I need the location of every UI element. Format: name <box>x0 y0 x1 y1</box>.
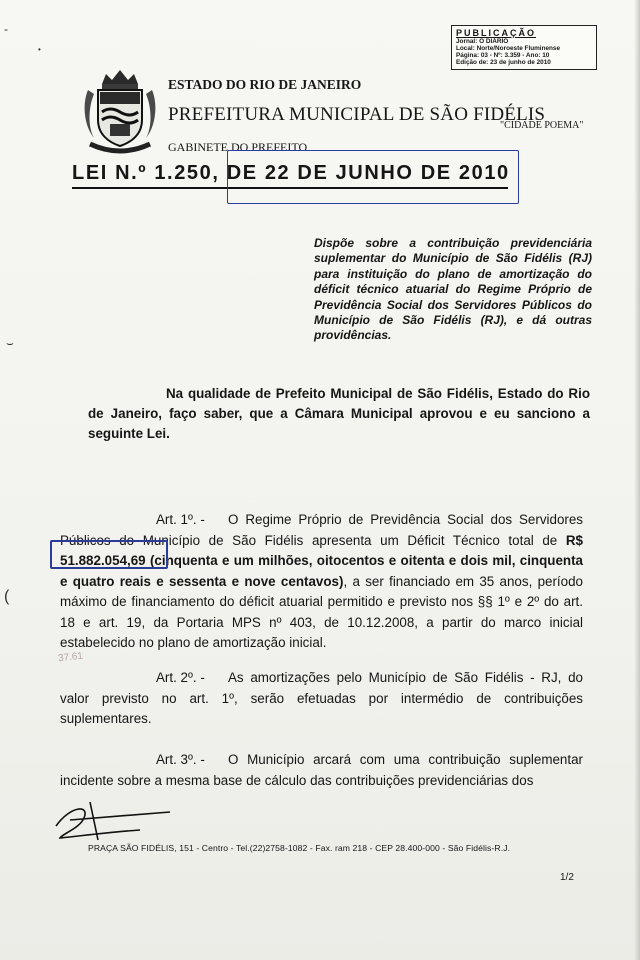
article-2 <box>60 668 583 730</box>
city-motto: "CIDADE POEMA" <box>500 120 584 131</box>
publication-line: Edição de: 23 de junho de 2010 <box>456 59 551 66</box>
article-1-text-end: , a ser financiado em 35 anos, período máximo de financiamento do déficit atuarial permitido e previsto nos §§ 1º e 2º do art. 18 e art. 19, da Portaria MPS nº 403, de 10.12.2008, a partir do marco inicial estabelecido no plano de amortização inicial. <box>60 573 583 650</box>
article-1-label: Art. 1º. - <box>156 512 205 527</box>
article-3 <box>60 750 583 791</box>
state-name: ESTADO DO RIO DE JANEIRO <box>168 77 362 92</box>
law-summary: Dispõe sobre a contribuição previdenciária suplementar do Município de São Fidélis (RJ) para instituição do plano de amortização do déficit técnico atuarial do Regime Próprio de Previdência Social dos Servidores Públicos do Município de São Fidélis (RJ), e dá outras providências. <box>314 236 592 343</box>
publication-line: Jornal: O DIÁRIO <box>456 38 509 45</box>
faded-stamp: 37.61 <box>57 650 84 665</box>
page-number: 1/2 <box>560 872 574 883</box>
margin-mark: - <box>4 22 8 36</box>
article-1-text: O Regime Próprio de Previdência Social dos Servidores Públicos do Município de São Fidélis apresenta um Déficit Técnico total de <box>60 512 583 548</box>
article-1-amount-words: (cinquenta e um milhões, oitocentos e oitenta e dois mil, cinquenta e quatro reais e sessenta e nove centavos) <box>60 553 583 589</box>
amount-highlight-box <box>50 540 168 569</box>
article-1-amount: R$ 51.882.054,69 <box>60 532 583 568</box>
margin-mark: • <box>38 45 41 54</box>
law-title: LEI N.º 1.250, DE 22 DE JUNHO DE 2010 <box>72 162 510 184</box>
office-name: GABINETE DO PREFEITO <box>168 140 308 154</box>
scan-edge <box>634 0 640 960</box>
publication-title: PUBLICAÇÃO <box>456 28 536 38</box>
prefeitura-name: PREFEITURA MUNICIPAL DE SÃO FIDÉLIS <box>168 104 546 125</box>
date-highlight-box <box>227 150 519 204</box>
margin-mark: ( <box>4 588 10 605</box>
publication-line: Página: 03 - Nº: 3.359 - Ano: 10 <box>456 52 550 59</box>
article-2-label: Art. 2º. - <box>156 670 205 685</box>
margin-mark: ⌣ <box>6 336 14 350</box>
publication-line: Local: Norte/Noroeste Fluminense <box>456 45 561 52</box>
article-1 <box>60 510 583 654</box>
article-2-text: As amortizações pelo Município de São Fidélis - RJ, do valor previsto no art. 1º, serão efetuadas por intermédio de contribuições suplementares. <box>60 670 583 726</box>
signature <box>50 796 180 846</box>
publication-box <box>451 25 597 70</box>
footer-address: PRAÇA SÃO FIDÉLIS, 151 - Centro - Tel.(22)2758-1082 - Fax. ram 218 - CEP 28.400-000 - São Fidélis-R.J. <box>88 843 511 853</box>
article-3-label: Art. 3º. - <box>156 752 205 767</box>
article-3-text: O Município arcará com uma contribuição suplementar incidente sobre a mesma base de cálculo das contribuições previdenciárias dos <box>60 752 583 788</box>
preamble: Na qualidade de Prefeito Municipal de São Fidélis, Estado do Rio de Janeiro, faço saber, que a Câmara Municipal aprovou e eu sanciono a seguinte Lei. <box>88 386 590 441</box>
coat-of-arms-icon <box>80 68 160 156</box>
